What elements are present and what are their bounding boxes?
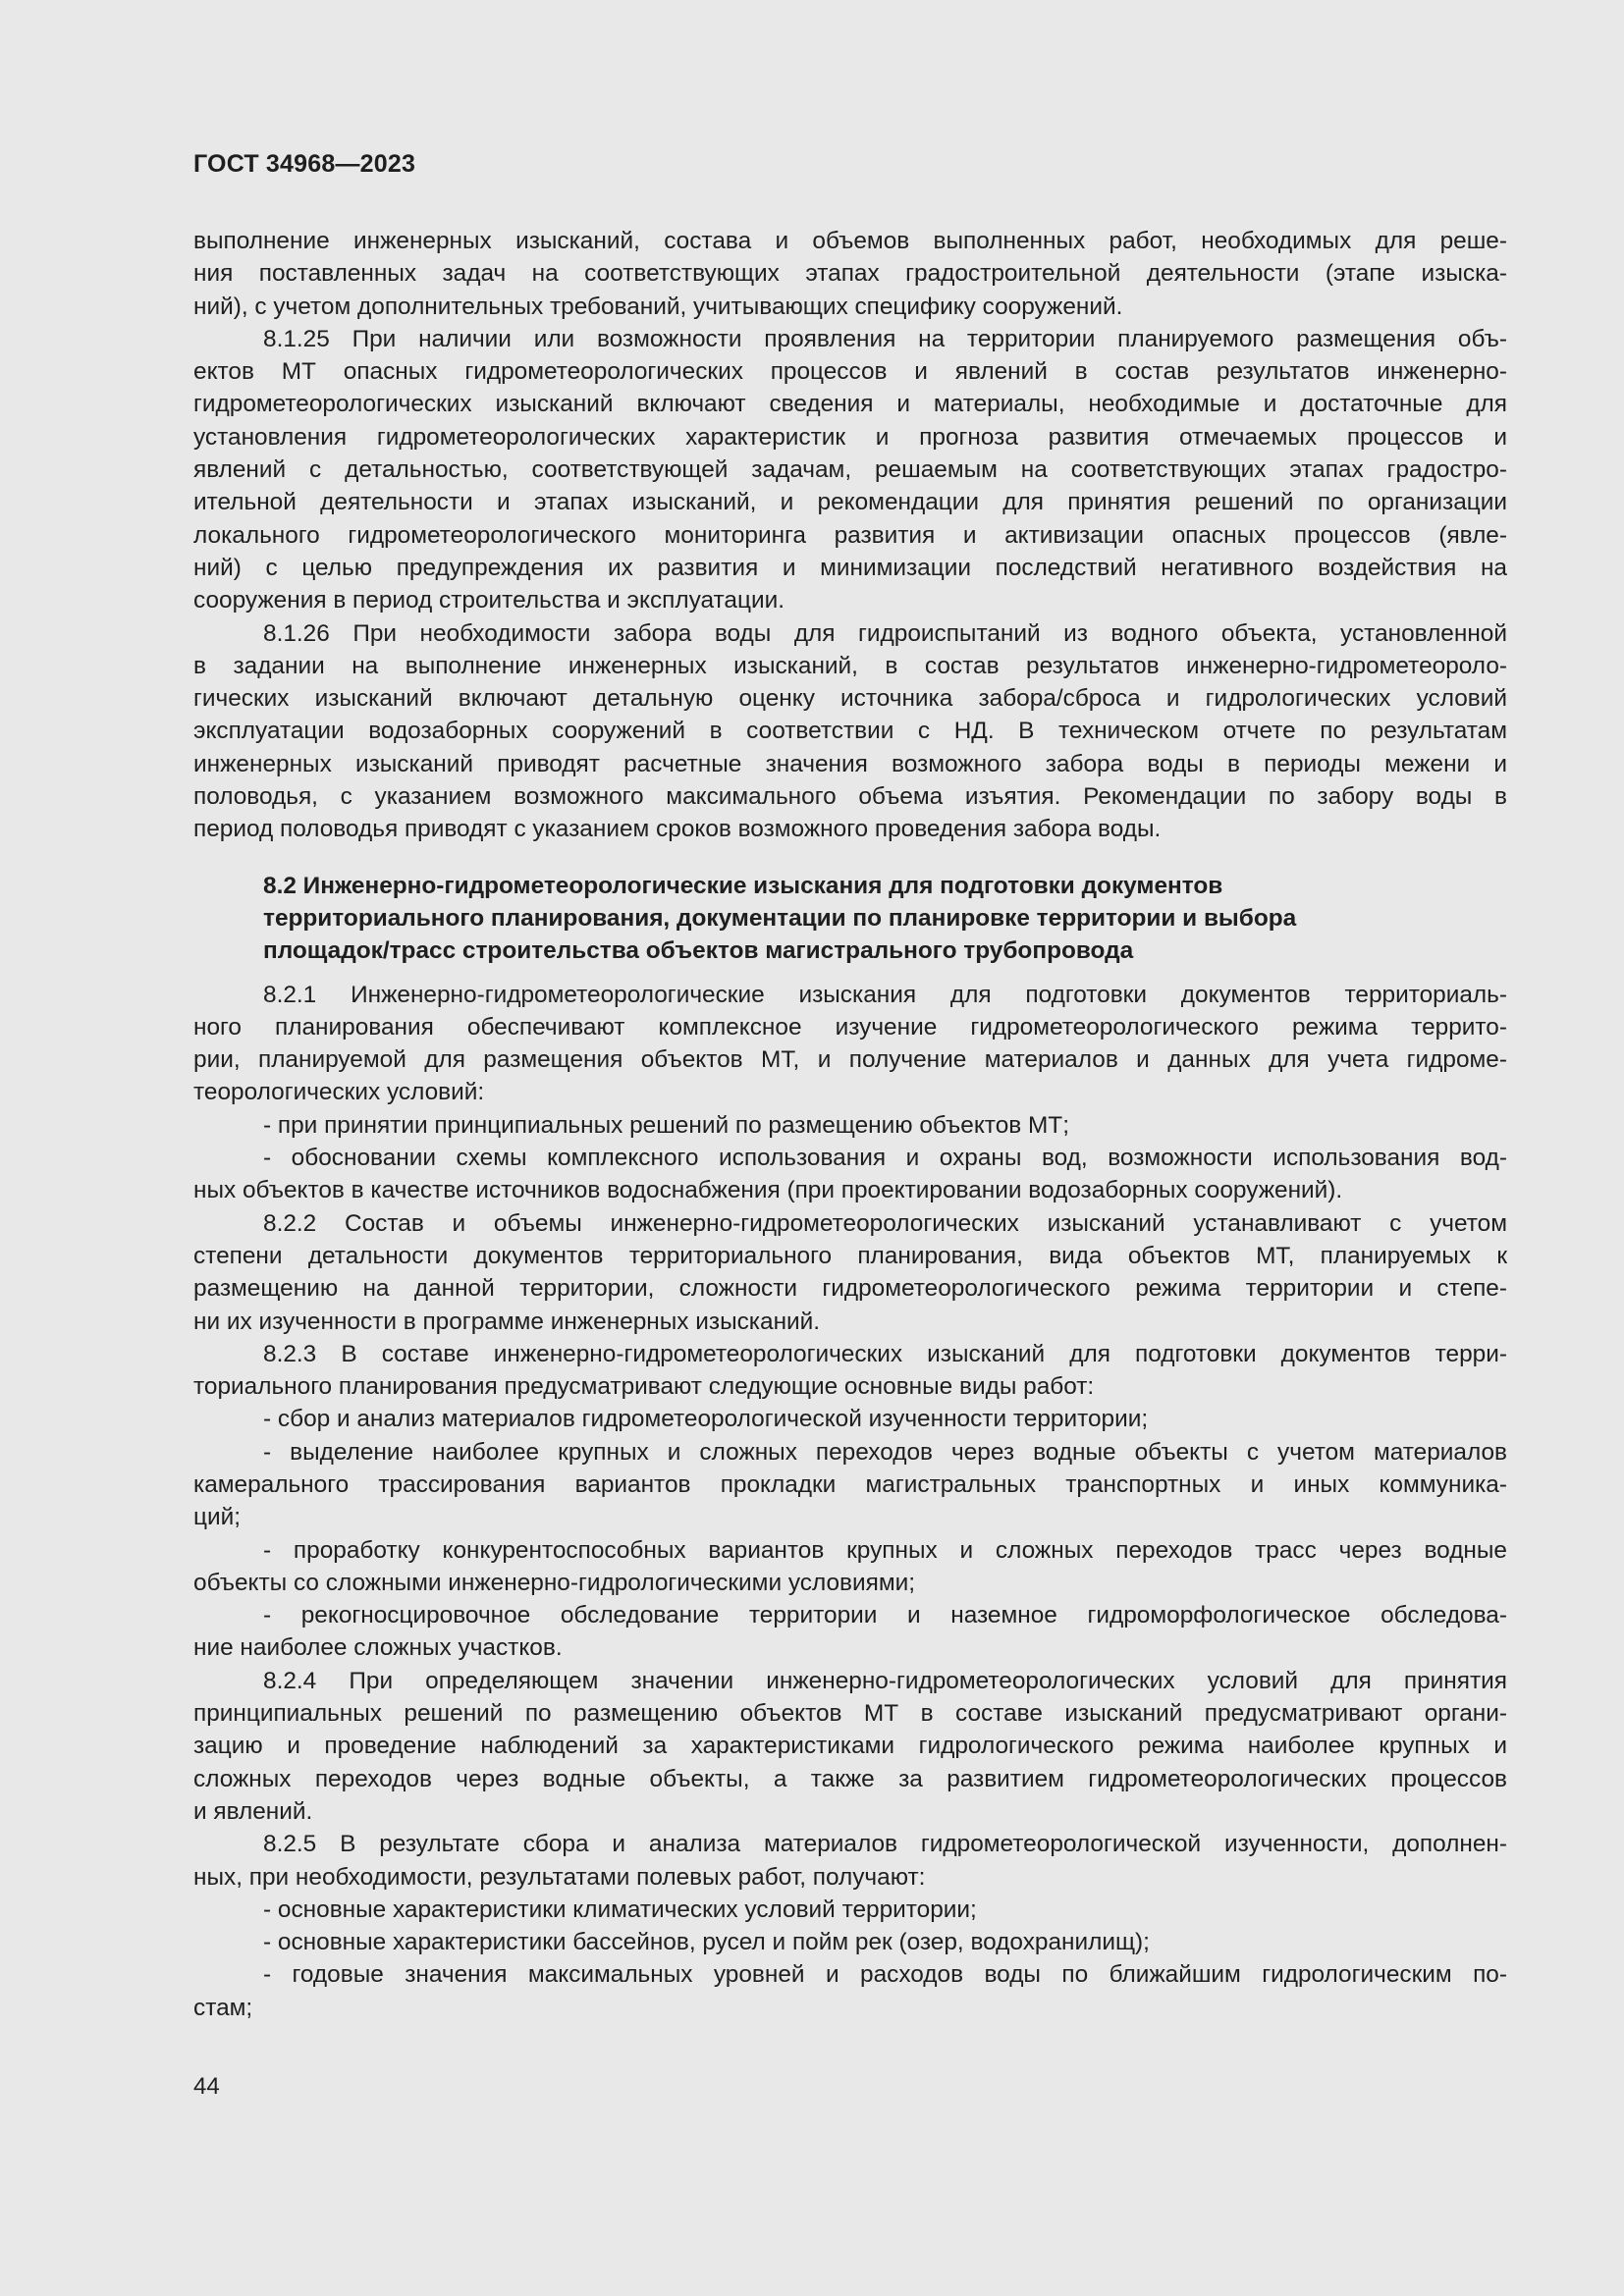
paragraph-8-2-4	[193, 1665, 1507, 1828]
list-item	[193, 1958, 1507, 2024]
paragraph	[193, 225, 1507, 323]
text-line: площадок/трасс строительства объектов магистрального трубопровода	[263, 937, 1134, 965]
text-line: - обосновании схемы комплексного использования и охраны вод, возможности использования вод-	[263, 1145, 1507, 1172]
text-line: 8.2.4 При определяющем значении инженерно-гидрометеорологических условий для принятия	[263, 1667, 1507, 1694]
list-item	[193, 1534, 1507, 1600]
text-line: камерального трассирования вариантов прокладки магистральных транспортных и иных коммуника-	[193, 1470, 1507, 1498]
text-line: ного планирования обеспечивают комплексное изучение гидрометеорологического режима террито-	[193, 1013, 1507, 1041]
text-line: рии, планируемой для размещения объектов МТ, и получение материалов и данных для учета гидроме-	[193, 1046, 1507, 1074]
document-header: ГОСТ 34968—2023	[193, 150, 416, 178]
list-item	[193, 1403, 1507, 1435]
text-line: ектов МТ опасных гидрометеорологических процессов и явлений в состав результатов инженерно-	[193, 358, 1507, 386]
text-line: гидрометеорологических изысканий включают сведения и материалы, необходимые и достаточные для	[193, 391, 1507, 418]
text-line: ния поставленных задач на соответствующих этапах градостроительной деятельности (этапе изыска-	[193, 260, 1507, 288]
text-line: и явлений.	[193, 1797, 313, 1825]
text-line: локального гидрометеорологического мониторинга развития и активизации опасных процессов (явле-	[193, 521, 1507, 549]
text-line: выполнение инженерных изысканий, состава и объемов выполненных работ, необходимых для реше-	[193, 228, 1507, 254]
text-line: 8.2.3 В составе инженерно-гидрометеорологических изысканий для подготовки документов терри-	[263, 1340, 1507, 1367]
text-line: период половодья приводят с указанием сроков возможного проведения забора воды.	[193, 816, 1162, 843]
text-line: ных объектов в качестве источников водоснабжения (при проектировании водозаборных сооружений).	[193, 1177, 1343, 1204]
text-line: в задании на выполнение инженерных изысканий, в состав результатов инженерно-гидрометеороло-	[193, 652, 1507, 679]
text-line: размещению на данной территории, сложности гидрометеорологического режима территории и степе-	[193, 1275, 1507, 1303]
list-item	[193, 1926, 1507, 1958]
section-heading-8-2	[193, 870, 1507, 968]
text-line: ториального планирования предусматривают следующие основные виды работ:	[193, 1373, 1095, 1401]
paragraph-8-1-25	[193, 323, 1507, 617]
text-line: - сбор и анализ материалов гидрометеорологической изученности территории;	[263, 1406, 1149, 1433]
text-line: ительной деятельности и этапах изысканий, и рекомендации для принятия решений по организации	[193, 489, 1507, 516]
page-number: 44	[193, 2073, 220, 2100]
text-line: - основные характеристики климатических условий территории;	[263, 1896, 977, 1923]
text-line: - рекогносцировочное обследование территории и наземное гидроморфологическое обследова-	[263, 1602, 1507, 1629]
text-line: территориального планирования, документации по планировке территории и выбора	[263, 904, 1297, 932]
text-line: 8.2.5 В результате сбора и анализа материалов гидрометеорологической изученности, дополнен-	[263, 1831, 1507, 1858]
text-line: ний) с целью предупреждения их развития и минимизации последствий негативного воздействия на	[193, 554, 1507, 581]
paragraph-8-1-26	[193, 617, 1507, 846]
text-line: стам;	[193, 1994, 253, 2021]
text-line: инженерных изысканий приводят расчетные значения возможного забора воды в периоды межени и	[193, 750, 1507, 777]
paragraph-8-2-3	[193, 1338, 1507, 1404]
text-line: ни их изученности в программе инженерных изысканий.	[193, 1308, 821, 1335]
text-line: зацию и проведение наблюдений за характеристиками гидрологического режима наиболее крупных и	[193, 1733, 1507, 1760]
text-line: эксплуатации водозаборных сооружений в соответствии с НД. В техническом отчете по результатам	[193, 718, 1507, 745]
text-line: сооружения в период строительства и эксплуатации.	[193, 587, 785, 614]
document-body	[193, 225, 1507, 2024]
text-line: явлений с детальностью, соответствующей задачам, решаемым на соответствующих этапах градостро-	[193, 456, 1507, 484]
list-item	[193, 1436, 1507, 1534]
text-line: половодья, с указанием возможного максимального объема изъятия. Рекомендации по забору воды в	[193, 783, 1507, 811]
text-line: - годовые значения максимальных уровней и расходов воды по ближайшим гидрологическим по-	[263, 1961, 1507, 1989]
text-line: сложных переходов через водные объекты, а также за развитием гидрометеорологических процессов	[193, 1765, 1507, 1792]
text-line: принципиальных решений по размещению объектов МТ в составе изысканий предусматривают органи-	[193, 1700, 1507, 1728]
text-line: ний), с учетом дополнительных требований, учитывающих специфику сооружений.	[193, 293, 1123, 320]
paragraph-8-2-2	[193, 1207, 1507, 1338]
text-line: - основные характеристики бассейнов, русел и пойм рек (озер, водохранилищ);	[263, 1929, 1150, 1956]
paragraph-8-2-5	[193, 1828, 1507, 1894]
text-line: 8.2.1 Инженерно-гидрометеорологические изыскания для подготовки документов территориаль-	[263, 981, 1507, 1008]
text-line: ных, при необходимости, результатами полевых работ, получают:	[193, 1863, 926, 1891]
text-line: - при принятии принципиальных решений по размещению объектов МТ;	[263, 1111, 1069, 1139]
list-item	[193, 1894, 1507, 1926]
list-item	[193, 1599, 1507, 1665]
text-line: - выделение наиболее крупных и сложных переходов через водные объекты с учетом материалов	[263, 1438, 1507, 1466]
text-line: установления гидрометеорологических характеристик и прогноза развития отмечаемых процессов и	[193, 423, 1507, 451]
text-line: ние наиболее сложных участков.	[193, 1634, 563, 1662]
text-line: 8.2 Инженерно-гидрометеорологические изыскания для подготовки документов	[263, 872, 1223, 899]
text-line: - проработку конкурентоспособных вариантов крупных и сложных переходов трасс через водные	[263, 1536, 1507, 1564]
list-item	[193, 1109, 1507, 1142]
paragraph-8-2-1	[193, 979, 1507, 1109]
text-line: ций;	[193, 1504, 241, 1531]
text-line: 8.2.2 Состав и объемы инженерно-гидрометеорологических изысканий устанавливают с учетом	[263, 1209, 1507, 1237]
text-line: 8.1.26 При необходимости забора воды для гидроиспытаний из водного объекта, установленной	[263, 619, 1507, 647]
text-line: степени детальности документов территориального планирования, вида объектов МТ, планируемых к	[193, 1242, 1507, 1269]
text-line: объекты со сложными инженерно-гидрологическими условиями;	[193, 1569, 915, 1596]
text-line: гических изысканий включают детальную оценку источника забора/сброса и гидрологических условий	[193, 685, 1507, 713]
list-item	[193, 1142, 1507, 1207]
text-line: 8.1.25 При наличии или возможности проявления на территории планируемого размещения объ-	[263, 325, 1507, 352]
text-line: теорологических условий:	[193, 1079, 485, 1106]
